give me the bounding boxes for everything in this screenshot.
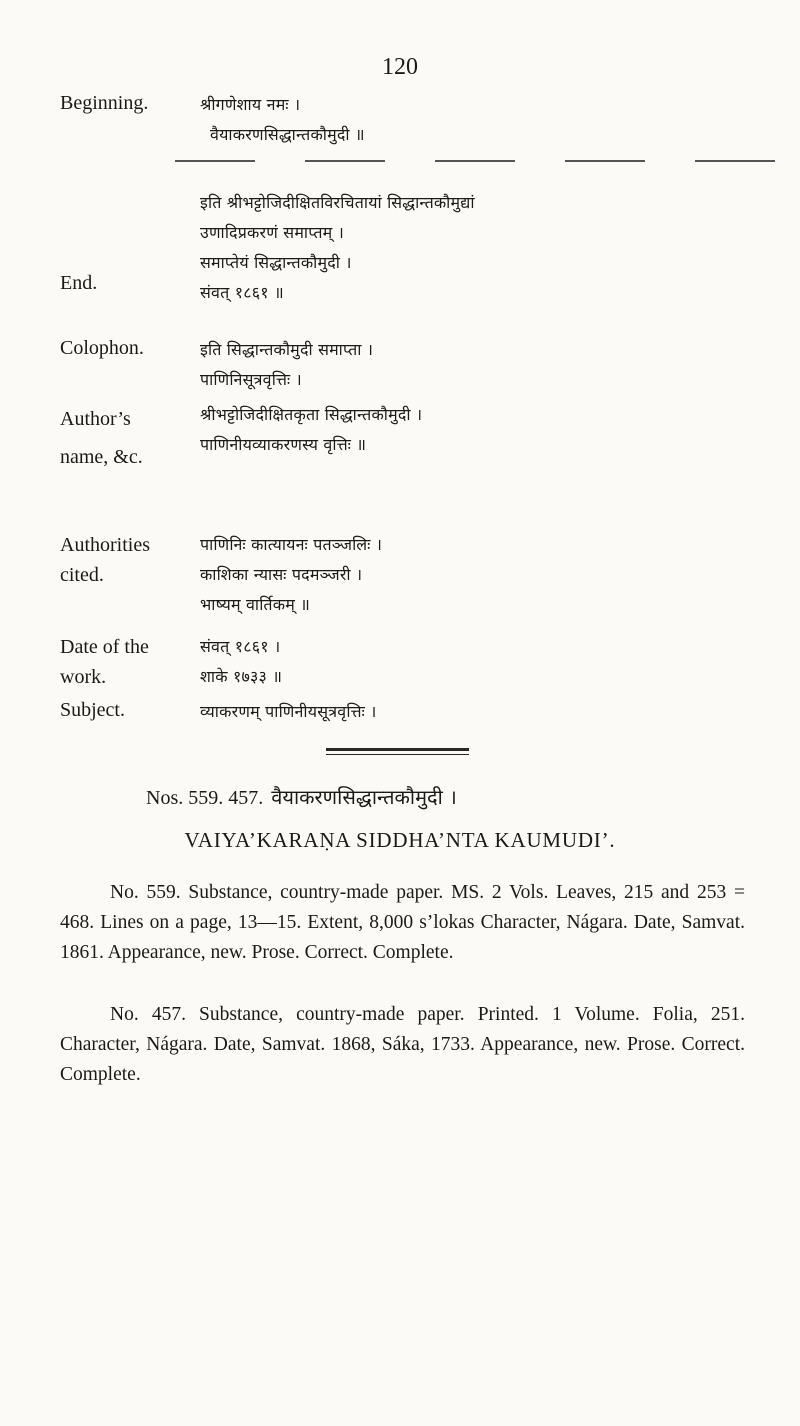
section-heading: VAIYA’KARAṆA SIDDHA’NTA KAUMUDI’. [184,828,616,852]
entry-text [200,697,800,727]
divider-rule [326,748,469,751]
entry-text [200,335,800,395]
entry-line: पाणिनिः कात्यायनः पतञ्जलिः । [200,535,383,554]
entry-line: शाके १७३३ ॥ [200,667,283,686]
entry-line: श्रीभट्टोजिदीक्षितकृता सिद्धान्तकौमुदी । [200,405,423,424]
entry-label: Date of the work. [60,636,149,688]
entry-text [200,632,800,692]
entry-label: Beginning. [60,92,149,114]
entry-line: उणादिप्रकरणं समाप्तम् । [200,223,345,242]
nos-devanagari-title: वैयाकरणसिद्धान्तकौमुदी । [271,785,457,809]
entry-line: इति सिद्धान्तकौमुदी समाप्ता । [200,340,374,359]
entry-label: Authorities cited. [60,534,150,586]
entry-label: Subject. [60,699,125,721]
entry-line: काशिका न्यासः पदमञ्जरी । [200,565,363,584]
entry-label: End. [60,272,98,294]
entry-line: पाणिनिसूत्रवृत्तिः । [200,370,302,389]
entry-line: समाप्तेयं सिद्धान्तकौमुदी । [200,253,352,272]
page-number: 120 [382,54,418,80]
description-paragraph: No. 559. Substance, country-made paper. MS. 2 Vols. Leaves, 215 and 253 = 468. Lines on a page, 13—15. Extent, 8,000 s’lokas Character, Nágara. Date, Samvat. 1861. Appearance, new. Prose. Correct. Complete. [60,882,745,963]
entry-line: संवत् १८६१ ॥ [200,283,284,302]
entry-line: वैयाकरणसिद्धान्तकौमुदी ॥ [210,125,365,144]
entry-line: व्याकरणम् पाणिनीयसूत्रवृत्तिः । [200,702,377,721]
entry-line: इति श्रीभट्टोजिदीक्षितविरचितायां सिद्धान्तकौमुद्यां [200,193,475,212]
divider-rule [326,754,469,755]
entry-label: Colophon. [60,337,144,359]
entry-text [200,530,800,620]
nos-numbers: Nos. 559. 457. [146,787,264,809]
description-paragraph: No. 457. Substance, country-made paper. Printed. 1 Volume. Folia, 251. Character, Nágara. Date, Samvat. 1868, Sáka, 1733. Appearance, new. Prose. Correct. Complete. [60,1004,745,1085]
nos-line [146,782,746,813]
entry-line: संवत् १८६१ । [200,637,281,656]
entry-text [200,90,800,150]
entry-label: Author’s name, &c. [60,408,143,468]
entry-text [200,188,800,308]
entry-line: भाष्यम् वार्तिकम् ॥ [200,595,311,614]
entry-text [200,400,800,460]
separator [175,160,775,162]
entry-line: श्रीगणेशाय नमः । [200,95,301,114]
entry-line: पाणिनीयव्याकरणस्य वृत्तिः ॥ [200,435,367,454]
